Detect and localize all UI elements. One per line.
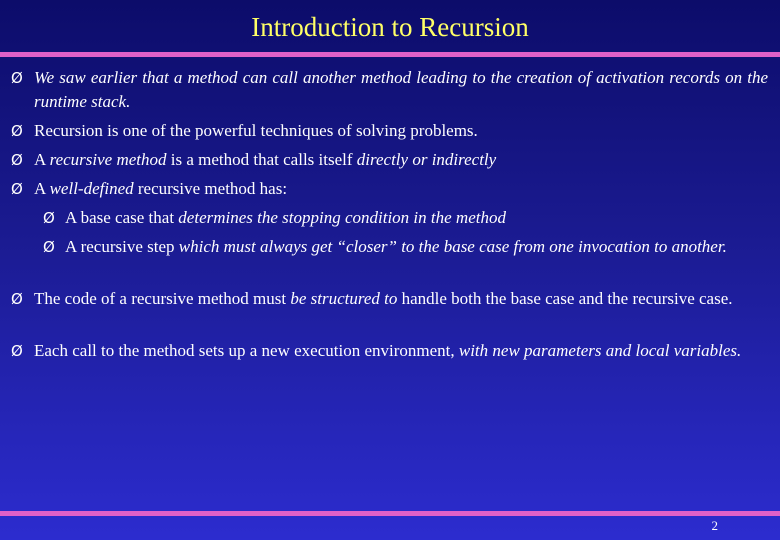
bullet-text: A — [34, 179, 50, 198]
slide-title: Introduction to Recursion — [251, 12, 529, 42]
bullet-item — [0, 287, 780, 311]
bullet-arrow-icon: Ø — [11, 151, 23, 169]
bullet-item — [0, 177, 780, 201]
bullet-text-italic: which must always get “closer” to the base case from one invocation to another. — [178, 237, 727, 256]
bullet-text-italic: be structured to — [290, 289, 398, 308]
bullet-text: We saw earlier that a method can call another method leading to the creation of activation records on the runtime stack. — [34, 68, 768, 111]
bullet-list — [0, 66, 780, 368]
bullet-arrow-icon: Ø — [11, 342, 23, 360]
bullet-arrow-icon: Ø — [43, 209, 55, 227]
footer-divider — [0, 511, 780, 516]
sub-bullet-item — [0, 235, 780, 259]
bullet-text-italic: recursive method — [49, 150, 167, 169]
sub-bullet-item — [0, 206, 780, 230]
bullet-text-italic: directly or indirectly — [356, 150, 497, 169]
bullet-text: Each call to the method sets up a new execution environment, — [34, 341, 459, 360]
bullet-text-italic: with new parameters and local variables. — [458, 341, 742, 360]
bullet-arrow-icon: Ø — [11, 180, 23, 198]
bullet-text-italic: well-defined — [49, 179, 134, 198]
bullet-item — [0, 66, 780, 114]
bullet-text: recursive method has: — [133, 179, 288, 198]
bullet-text: A recursive step — [65, 237, 179, 256]
bullet-text: Recursion is one of the powerful techniques of solving problems. — [34, 121, 478, 140]
bullet-text: A — [34, 150, 50, 169]
bullet-text: is a method that calls itself — [166, 150, 357, 169]
bullet-text: handle both the base case and the recursive case. — [397, 289, 733, 308]
bullet-text: A base case that — [65, 208, 179, 227]
bullet-arrow-icon: Ø — [11, 69, 23, 87]
bullet-arrow-icon: Ø — [11, 290, 23, 308]
bullet-item — [0, 339, 780, 363]
bullet-item — [0, 119, 780, 143]
title-divider — [0, 52, 780, 57]
bullet-arrow-icon: Ø — [11, 122, 23, 140]
bullet-item — [0, 148, 780, 172]
page-number: 2 — [711, 518, 718, 533]
bullet-arrow-icon: Ø — [43, 238, 55, 256]
bullet-text-italic: determines the stopping condition in the method — [178, 208, 506, 227]
bullet-text: The code of a recursive method must — [34, 289, 291, 308]
